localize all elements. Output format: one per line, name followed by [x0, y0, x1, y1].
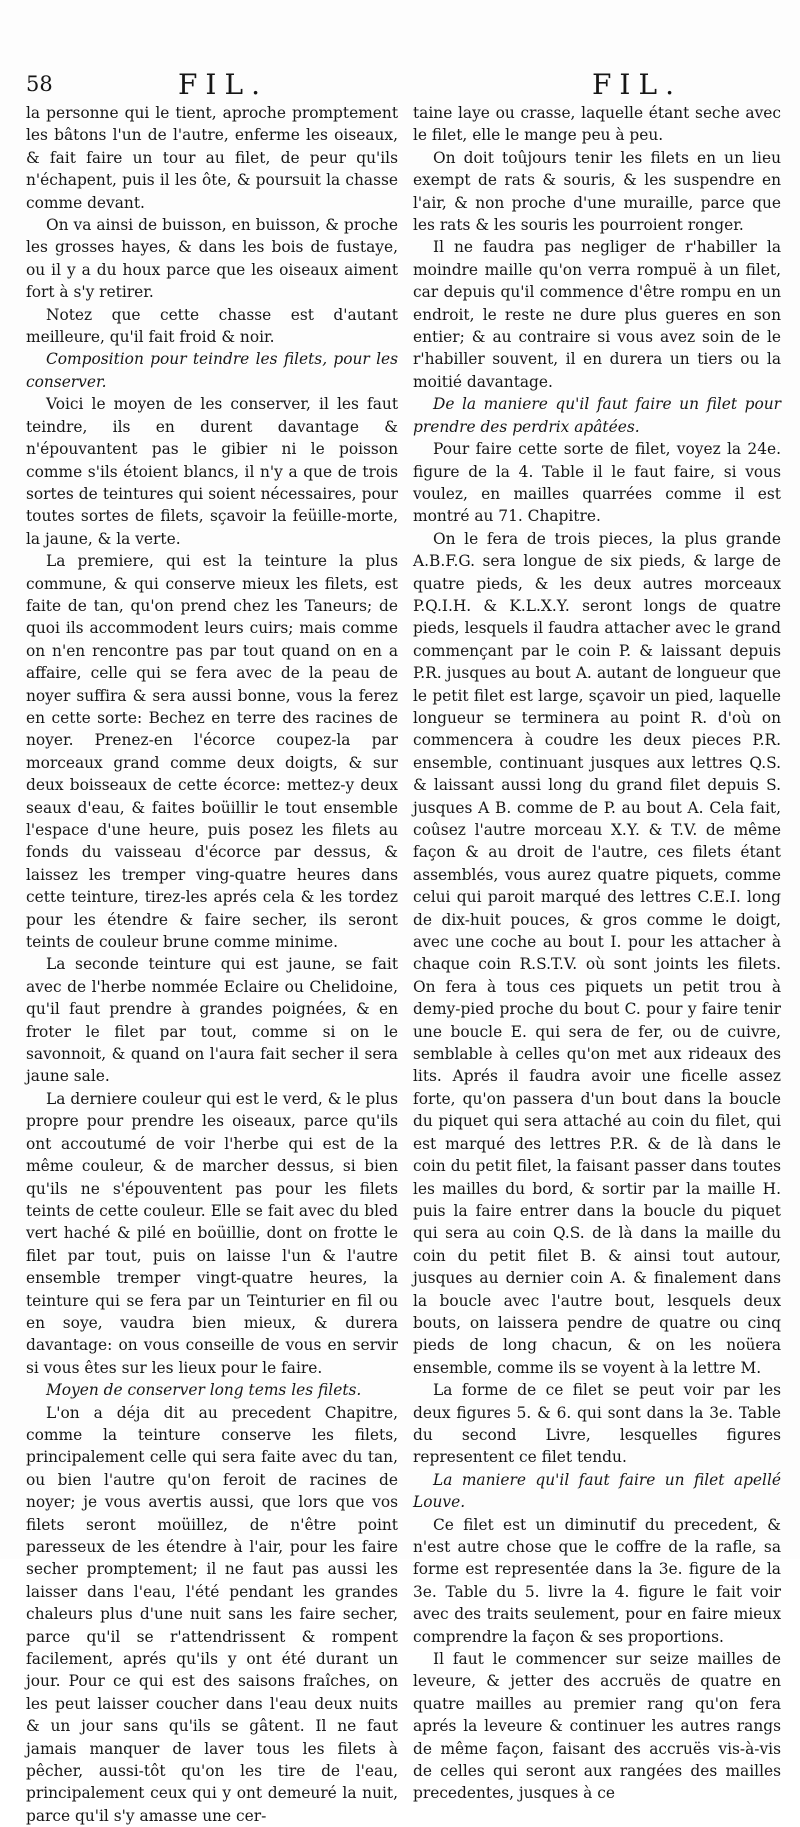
section-heading: De la maniere qu'il faut faire un filet pour prendre des perdrix apâtées.: [413, 395, 781, 436]
paragraph: On va ainsi de buisson, en buisson, & proche les grosses hayes, & dans les bois de fustaye, ou il y a du houx parce que les oiseaux aiment fort à s'y retirer.: [26, 216, 398, 302]
paragraph: Il faut le commencer sur seize mailles de leveure, & jetter des accruës de quatre en quatre mailles au premier rang qu'on fera aprés la leveure & continuer les autres rangs de même façon, faisant des accruës vis-à-vis de celles qui seront aux rangées des mailles precedentes, jusques à ce: [413, 1650, 781, 1803]
paragraph: Ce filet est un diminutif du precedent, & n'est autre chose que le coffre de la rafle, sa forme est representée dans la 3e. figure de la 3e. Table du 5. livre la 4. figure le fait voir avec des traits seulement, pour en faire mieux comprendre la façon & ses proportions.: [413, 1515, 781, 1646]
section-heading: Composition pour teindre les filets, pour les conserver.: [26, 350, 398, 391]
paragraph: La derniere couleur qui est le verd, & le plus propre pour prendre les oiseaux, parce qu'ils ont accoutumé de voir l'herbe qui est de la même couleur, & de marcher dessus, si bien qu'ils ne s'épouventent pas pour les filets teints de cette couleur. Elle se fait avec du bled vert haché & pilé en boüillie, dont on frotte le filet par tout, puis on laisse l'un & l'autre ensemble tremper vingt-quatre heures, la teinture qui se fera par un Teinturier en fil ou en soye, vaudra bien mieux, & durera davantage: on vous conseille de vous en servir si vous êtes sur les lieux pour le faire.: [26, 1089, 398, 1377]
paragraph: La forme de ce filet se peut voir par les deux figures 5. & 6. qui sont dans la 3e. Table du second Livre, lesquelles figures representent ce filet tendu.: [413, 1381, 781, 1467]
running-title-left: FIL.: [178, 68, 268, 101]
right-column: [413, 102, 781, 1803]
paragraph: On doit toûjours tenir les filets en un lieu exempt de rats & souris, & les suspendre en l'air, & non proche d'une muraille, parce que les rats & les souris les pourroient ronger.: [413, 148, 781, 235]
running-title-right: FIL.: [592, 68, 682, 101]
paragraph: Notez que cette chasse est d'autant meilleure, qu'il fait froid & noir.: [26, 305, 398, 347]
paragraph-continuation: la personne qui le tient, aproche promptement les bâtons l'un de l'autre, enferme les oiseaux, & fait faire un tour au filet, de peur qu'ils n'échapent, puis il les ôte, & poursuit la chasse comme devant.: [26, 104, 398, 212]
paragraph: On le fera de trois pieces, la plus grande A.B.F.G. sera longue de six pieds, & large de quatre pieds, & les deux autres morceaux P.Q.I.H. & K.L.X.Y. seront longs de quatre pieds, lesquels il faudra attacher avec le grand commençant par le coin P. & laissant depuis P.R. jusques au bout A. autant de longueur que le petit filet est large, sçavoir un pied, laquelle longueur se terminera au point R. d'où on commencera à coudre les deux pieces P.R. ensemble, continuant jusques aux lettres Q.S. & laissant aussi long du grand filet depuis S. jusques A B. comme de P. au bout A. Cela fait, coûsez l'autre morceau X.Y. & T.V. de même façon & au droit de l'autre, ces filets étant assemblés, vous aurez quatre piquets, comme celui qui paroit marqué des lettres C.E.I. long de dix-huit pouces, & gros comme le doigt, avec une coche au bout I. pour les attacher à chaque coin R.S.T.V. où sont joints les filets. On fera à tous ces piquets un petit trou à demy-pied proche du bout C. pour y faire tenir une boucle E. qui sera de fer, ou de cuivre, semblable à celles qu'on met aux rideaux des lits. Aprés il faudra avoir une ficelle assez forte, qu'on passera d'un bout dans la boucle du piquet qui sera attaché au coin du filet, qui est marqué des lettres P.R. & de là dans le coin du petit filet, la faisant passer dans toutes les mailles du bord, & sortir par la maille H. puis la faire entrer dans la boucle du piquet qui sera au coin Q.S. de là dans la maille du coin du petit filet B. & ainsi tout autour, jusques au dernier coin A. & finalement dans la boucle avec l'autre bout, lesquels deux bouts, on laissera pendre de quatre ou cinq pieds de long chacun, & on les noüera ensemble, comme ils se voyent à la lettre M.: [413, 529, 781, 1377]
paragraph: Voici le moyen de les conserver, il les faut teindre, ils en durent davantage & n'épouvantent pas le gibier ni le poisson comme s'ils étoient blancs, il n'y a que de trois sortes de teintures qui soient nécessaires, pour toutes sortes de filets, sçavoir la feüille-morte, la jaune, & la verte.: [26, 395, 398, 548]
page-number: 58: [26, 72, 53, 96]
paragraph: L'on a déja dit au precedent Chapitre, comme la teinture conserve les filets, principalement celle qui sera faite avec du tan, ou bien l'autre qu'on feroit de racines de noyer; je vous avertis aussi, que lors que vos filets seront moüillez, de n'être point paresseux de les étendre à l'air, pour les faire secher promptement; il ne faut pas aussi les laisser dans l'eau, l'été pendant les grandes chaleurs plus d'une nuit sans les faire secher, parce qu'il se r'attendrissent & rompent facilement, aprés qu'ils y ont été durant un jour. Pour ce qui est des saisons fraîches, on les peut laisser coucher dans l'eau deux nuits & un jour sans qu'ils se gâtent. Il ne faut jamais manquer de laver tous les filets à pêcher, aussi-tôt qu'on les tire de l'eau, principalement ceux qui y ont demeuré la nuit, parce qu'il s'y amasse une cer-: [26, 1403, 398, 1825]
paragraph: La seconde teinture qui est jaune, se fait avec de l'herbe nommée Eclaire ou Chelidoine, qu'il faut prendre à grandes poignées, & en froter le filet par tout, comme si on le savonnoit, & quand on l'aura fait secher il sera jaune sale.: [26, 955, 398, 1086]
left-column: [26, 102, 398, 1825]
paragraph: La premiere, qui est la teinture la plus commune, & qui conserve mieux les filets, est faite de tan, qu'on prend chez les Taneurs; de quoi ils accommodent leurs cuirs; mais comme on n'en rencontre pas par tout quand on en a affaire, celle qui se fera avec de la peau de noyer suffira & sera aussi bonne, vous la ferez en cette sorte: Bechez en terre des racines de noyer. Prenez-en l'écorce coupez-la par morceaux grand comme deux doigts, & sur deux boisseaux de cette écorce: mettez-y deux seaux d'eau, & faites boüillir le tout ensemble l'espace d'une heure, puis posez les filets au fonds du vaisseau d'écorce par dessus, & laissez les tremper ving-quatre heures dans cette teinture, tirez-les aprés cela & les tordez pour les étendre & faire secher, ils seront teints de couleur brune comme minime.: [26, 552, 398, 952]
paragraph: Il ne faudra pas negliger de r'habiller la moindre maille qu'on verra rompuë à un filet, car depuis qu'il commence d'être rompu en un endroit, le reste ne dure plus gueres en son entier; & au contraire si vous avez soin de le r'habiller souvent, il en durera un tiers ou la moitié davantage.: [413, 238, 781, 391]
paragraph-continuation: taine laye ou crasse, laquelle étant seche avec le filet, elle le mange peu à peu.: [413, 104, 781, 145]
section-heading: La maniere qu'il faut faire un filet apellé Louve.: [413, 1470, 781, 1512]
paragraph: Pour faire cette sorte de filet, voyez la 24e. figure de la 4. Table il le faut faire, si vous voulez, en mailles quarrées comme il est montré au 71. Chapitre.: [413, 440, 781, 526]
section-heading: Moyen de conserver long tems les filets.: [46, 1381, 362, 1400]
